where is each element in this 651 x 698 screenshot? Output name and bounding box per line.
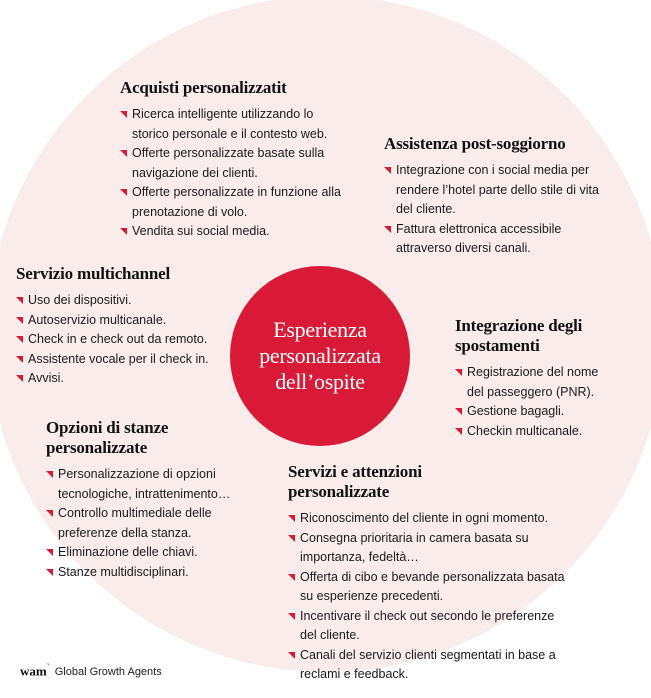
section-title: Integrazione degli spostamenti [455,316,583,355]
bullet-triangle-icon [288,515,295,522]
bullet-triangle-icon [16,297,23,304]
bullet-triangle-icon [46,549,53,556]
list-item: Riconoscimento del cliente in ogni momento. [288,509,608,529]
bullet-triangle-icon [455,369,462,376]
item-list [455,363,640,441]
bullet-triangle-icon [16,375,23,382]
section-assistenza [384,134,634,259]
bullet-triangle-icon [46,569,53,576]
section-multichannel [16,264,236,389]
list-item: Canali del servizio clienti segmentati in base a reclami e feedback. [288,646,608,685]
section-title: Servizi e attenzioni personalizzate [288,462,422,501]
list-item: Check in e check out da remoto. [16,330,236,350]
list-item: Fattura elettronica accessibile attraverso diversi canali. [384,220,634,259]
list-item: Stanze multidisciplinari. [46,563,276,583]
bullet-triangle-icon [288,535,295,542]
list-item: Assistente vocale per il check in. [16,350,236,370]
list-item: Eliminazione delle chiavi. [46,543,276,563]
item-list [46,465,276,582]
list-item: Vendita sui social media. [120,222,380,242]
item-list [120,105,380,242]
list-item: Ricerca intelligente utilizzando lo storico personale e il contesto web. [120,105,380,144]
bullet-triangle-icon [46,510,53,517]
bullet-triangle-icon [46,471,53,478]
section-stanze [46,418,276,582]
list-item: Controllo multimediale delle preferenze della stanza. [46,504,276,543]
item-list [384,161,634,259]
section-title: Servizio multichannel [16,264,170,283]
bullet-triangle-icon [288,652,295,659]
center-label: Esperienza personalizzata dell’ospite [259,317,381,394]
section-title: Acquisti personalizzatit [120,78,287,97]
brand-footer [20,662,162,679]
section-acquisti [120,78,380,242]
section-title: Assistenza post-soggiorno [384,134,566,153]
list-item: Checkin multicanale. [455,422,640,442]
list-item: Integrazione con i social media per rendere l’hotel parte dello stile di vita del cliente. [384,161,634,220]
bullet-triangle-icon [16,356,23,363]
list-item: Offerta di cibo e bevande personalizzata basata su esperienze precedenti. [288,568,608,607]
bullet-triangle-icon [120,228,127,235]
bullet-triangle-icon [16,336,23,343]
bullet-triangle-icon [120,189,127,196]
list-item: Personalizzazione di opzioni tecnologiche, intrattenimento… [46,465,276,504]
bullet-triangle-icon [455,428,462,435]
bullet-triangle-icon [16,317,23,324]
list-item: Consegna prioritaria in camera basata su importanza, fedeltà… [288,529,608,568]
bullet-triangle-icon [288,574,295,581]
item-list [16,291,236,389]
list-item: Incentivare il check out secondo le preferenze del cliente. [288,607,608,646]
list-item: Uso dei dispositivi. [16,291,236,311]
section-servizi [288,462,608,685]
list-item: Autoservizio multicanale. [16,311,236,331]
item-list [288,509,608,685]
bullet-triangle-icon [384,167,391,174]
section-title: Opzioni di stanze personalizzate [46,418,169,457]
list-item: Offerte personalizzate basate sulla navigazione dei clienti. [120,144,380,183]
bullet-triangle-icon [120,150,127,157]
bullet-triangle-icon [288,613,295,620]
bullet-triangle-icon [120,111,127,118]
section-spostamenti [455,316,640,441]
brand-logo: wam$^ˋ$ [20,662,50,679]
list-item: Avvisi. [16,369,236,389]
brand-tagline: Global Growth Agents [54,666,162,679]
list-item: Registrazione del nome del passeggero (PNR). [455,363,640,402]
list-item: Gestione bagagli. [455,402,640,422]
bullet-triangle-icon [455,408,462,415]
bullet-triangle-icon [384,226,391,233]
list-item: Offerte personalizzate in funzione alla prenotazione di volo. [120,183,380,222]
